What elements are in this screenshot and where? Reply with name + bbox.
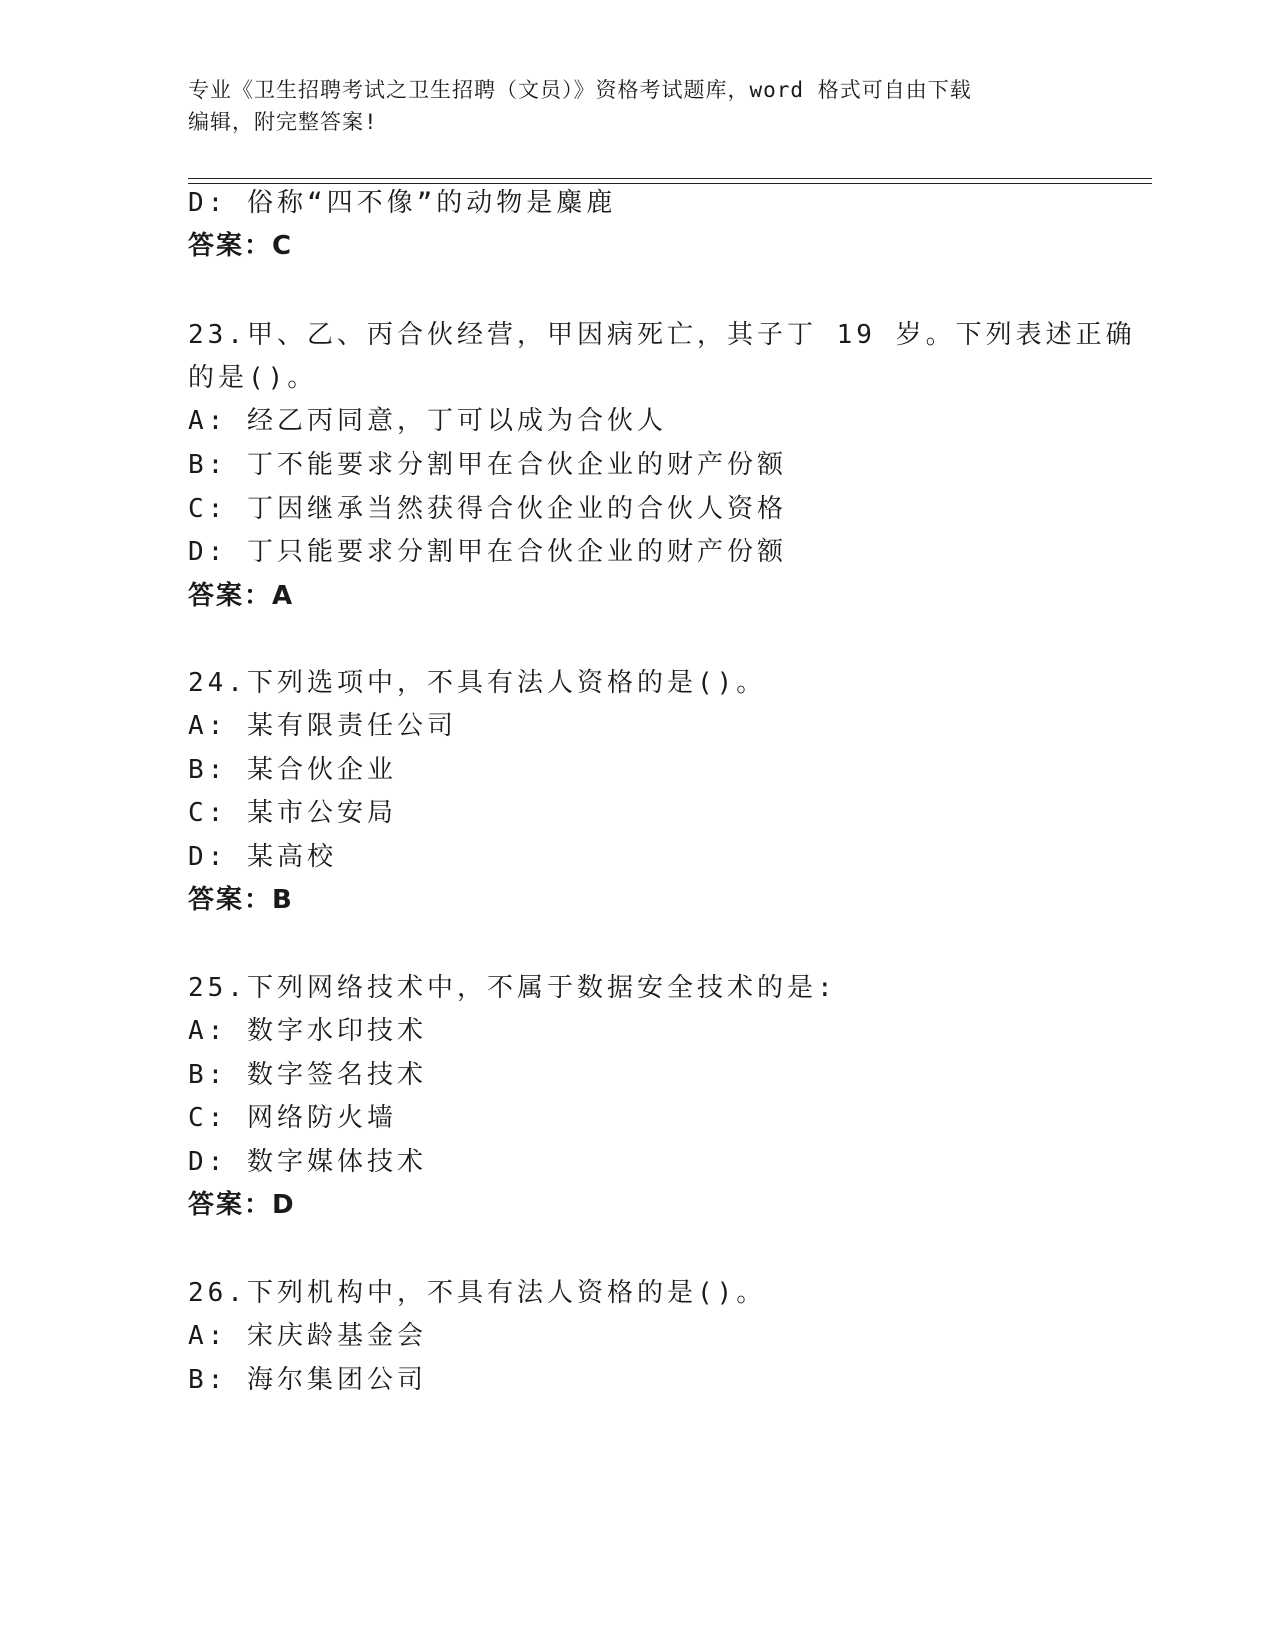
q25-option-a: A: 数字水印技术 xyxy=(188,1016,427,1046)
q25-stem: 25.下列网络技术中，不属于数据安全技术的是: xyxy=(188,973,837,1003)
header-divider-top xyxy=(188,178,1152,179)
q25-option-c: C: 网络防火墙 xyxy=(188,1103,397,1133)
q23-option-a: A: 经乙丙同意，丁可以成为合伙人 xyxy=(188,406,667,436)
q26-stem: 26.下列机构中，不具有法人资格的是()。 xyxy=(188,1278,767,1308)
header-line-1: 专业《卫生招聘考试之卫生招聘（文员）》资格考试题库，word 格式可自由下载 xyxy=(188,78,972,102)
header-divider-bottom xyxy=(188,183,1152,184)
q24-option-c: C: 某市公安局 xyxy=(188,798,397,828)
q24-option-d: D: 某高校 xyxy=(188,842,337,872)
q24-answer: 答案：B xyxy=(188,885,294,915)
document-header xyxy=(188,74,1068,138)
q26-option-a: A: 宋庆龄基金会 xyxy=(188,1321,427,1351)
q25-option-b: B: 数字签名技术 xyxy=(188,1060,427,1090)
header-line-2: 编辑，附完整答案! xyxy=(188,110,378,134)
q23-stem-line-2: 的是()。 xyxy=(188,363,318,393)
q23-option-d: D: 丁只能要求分割甲在合伙企业的财产份额 xyxy=(188,537,787,567)
q26-option-b: B: 海尔集团公司 xyxy=(188,1365,427,1395)
q25-answer: 答案：D xyxy=(188,1190,296,1220)
q24-option-b: B: 某合伙企业 xyxy=(188,755,397,785)
prev-answer: 答案：C xyxy=(188,231,294,261)
q23-option-b: B: 丁不能要求分割甲在合伙企业的财产份额 xyxy=(188,450,787,480)
q24-option-a: A: 某有限责任公司 xyxy=(188,711,457,741)
prev-option-d: D: 俗称“四不像”的动物是麋鹿 xyxy=(188,188,617,218)
q24-stem: 24.下列选项中，不具有法人资格的是()。 xyxy=(188,668,767,698)
q23-answer: 答案：A xyxy=(188,581,295,611)
q25-option-d: D: 数字媒体技术 xyxy=(188,1147,427,1177)
q23-stem-line-1: 23.甲、乙、丙合伙经营，甲因病死亡，其子丁 19 岁。下列表述正确 xyxy=(188,320,1136,350)
q23-option-c: C: 丁因继承当然获得合伙企业的合伙人资格 xyxy=(188,494,787,524)
